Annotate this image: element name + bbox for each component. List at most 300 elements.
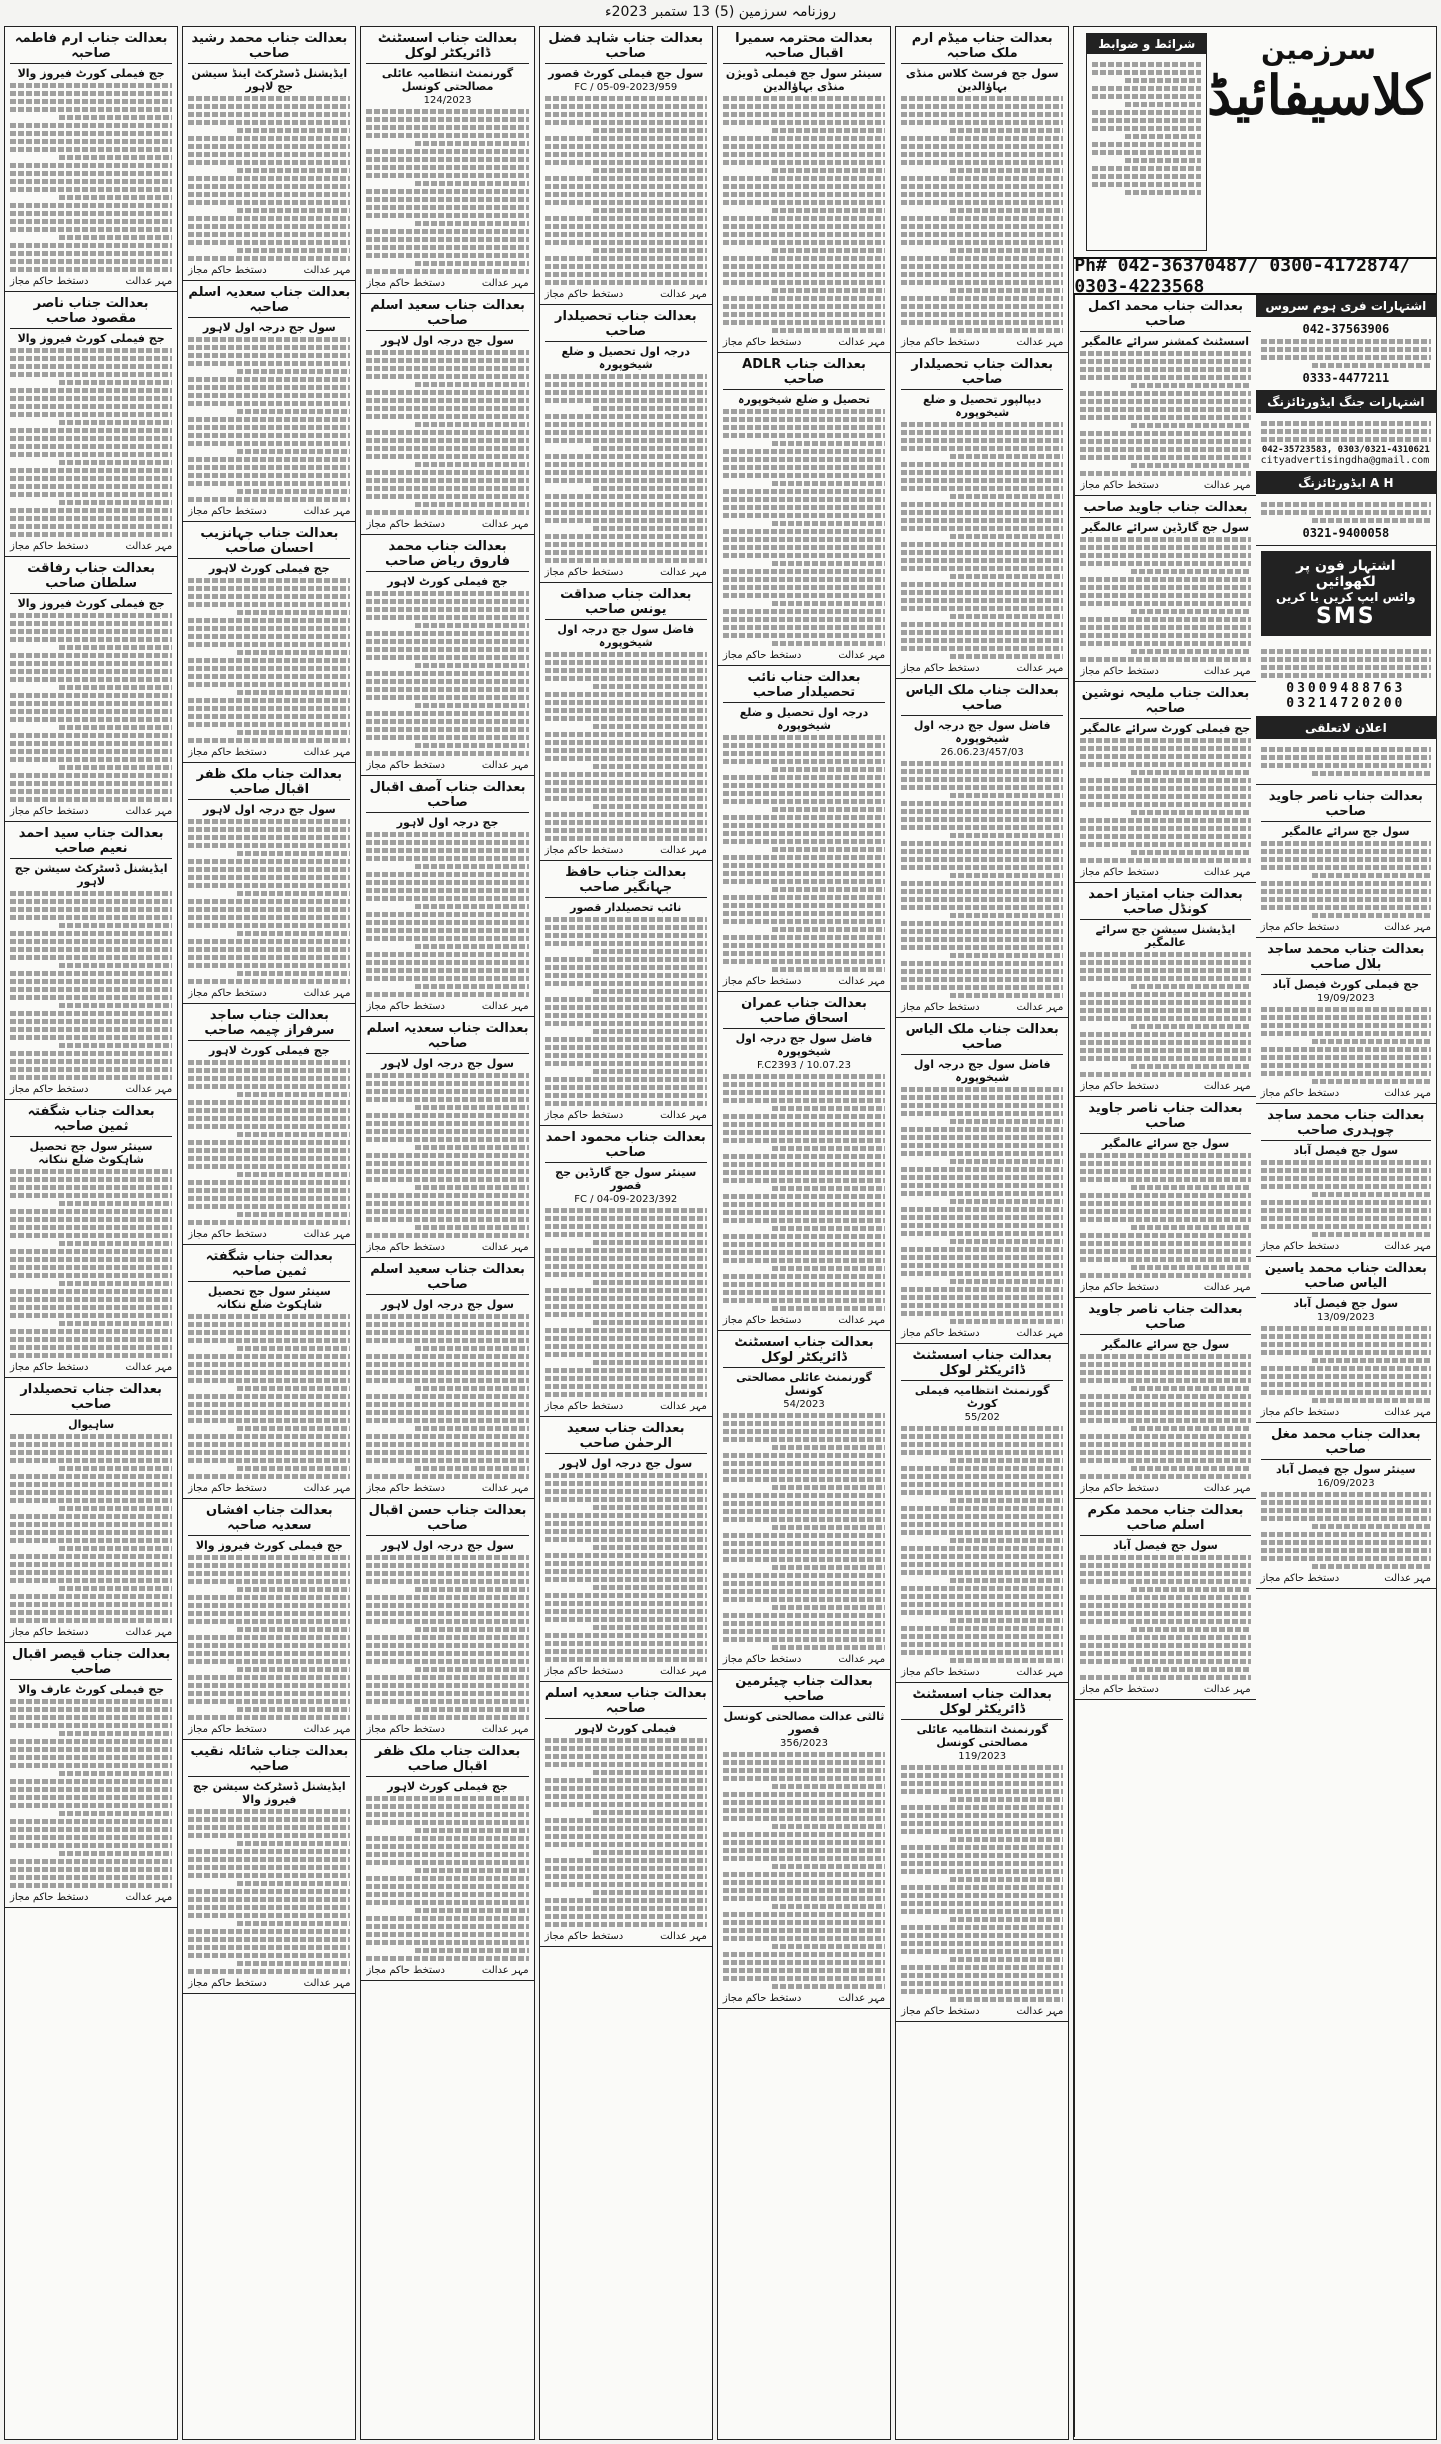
court-notice [361,1740,533,1981]
court-notice [896,1018,1068,1344]
seal-label: مہر عدالت [125,1362,173,1373]
seal-label: مہر عدالت [481,760,529,771]
seal-label: مہر عدالت [303,1724,351,1735]
phone-numbers: Ph# 042-36370487/ 0300-4172874/ 0303-4223568 [1074,259,1436,295]
notice-subtitle: جج فیملی کورٹ عارف والا [18,1683,165,1696]
notice-court: بعدالت جناب محمد اکمل صاحب [1080,299,1250,332]
signature-label: دستخط حاکم مجاز [1080,480,1159,491]
signature-label: دستخط حاکم مجاز [366,1724,445,1735]
notice-footer [723,650,885,661]
court-notice [896,353,1068,679]
signature-label: دستخط حاکم مجاز [544,1931,624,1942]
header-strip: روزنامہ سرزمین (5) 13 ستمبر 2023ء [605,4,836,20]
seal-label: مہر عدالت [1203,480,1251,491]
signature-label: دستخط حاکم مجاز [10,806,89,817]
notice-footer [1080,1282,1250,1293]
notice-footer [10,1362,172,1373]
notice-court: بعدالت جناب سعدیہ اسلم صاحبہ [545,1686,707,1719]
notice-footer [1080,867,1250,878]
court-notice [1256,938,1436,1104]
notice-court: بعدالت جناب حسن اقبال صاحب [366,1503,528,1536]
seal-label: مہر عدالت [1384,1241,1431,1252]
court-notice [361,1258,533,1499]
notice-footer [901,1328,1063,1339]
notice-court: بعدالت جناب ملک ظفر اقبال صاحب [366,1744,528,1777]
notice-court: بعدالت جناب سعید اسلم صاحب [366,298,528,331]
disclaimer-header: اعلان لاتعلقی [1256,717,1436,739]
court-notice [5,822,177,1100]
signature-label: دستخط حاکم مجاز [901,1667,980,1678]
notice-subtitle: ایڈیشنل سیشن جج سرائے عالمگیر [1095,923,1236,949]
notice-subtitle: ایڈیشنل ڈسٹرکٹ سیشن جج لاہور [14,862,168,888]
notice-court: بعدالت جناب میڈم ارم ملک صاحبہ [901,31,1063,64]
seal-label: مہر عدالت [660,567,707,578]
seal-label: مہر عدالت [125,1084,173,1095]
notice-footer [366,1483,528,1494]
notice-subtitle: سول جج سرائے عالمگیر [1101,1338,1230,1351]
court-notice [183,763,355,1004]
court-notice [718,666,890,992]
notice-subtitle: ساہیوال [68,1418,115,1431]
notice-case-number: 13/09/2023 [1317,1312,1375,1323]
agency1-header: اشتہارات فری ہوم سروس [1256,295,1436,317]
notice-footer [545,1110,707,1121]
notice-footer [723,337,885,348]
notice-subtitle: ایڈیشنل ڈسٹرکٹ سیشن جج فیروز والا [192,1780,346,1806]
court-notice [896,1683,1068,2022]
notice-footer [1261,1088,1431,1099]
signature-label: دستخط حاکم مجاز [1080,1483,1159,1494]
notice-footer [723,976,885,987]
notice-case-number: 119/2023 [958,1751,1007,1762]
notice-court: بعدالت جناب تحصیلدار صاحب [901,357,1063,390]
court-notice [718,1331,890,1670]
seal-label: مہر عدالت [481,1724,529,1735]
signature-label: دستخط حاکم مجاز [1260,1241,1340,1252]
signature-label: دستخط حاکم مجاز [722,650,802,661]
notice-court: بعدالت جناب تحصیلدار صاحب [10,1382,172,1415]
notice-footer [10,806,172,817]
notice-footer [901,663,1063,674]
seal-label: مہر عدالت [1384,1407,1431,1418]
notice-subtitle: سول جج درجہ اول لاہور [381,1539,514,1552]
notice-subtitle: گورنمنٹ انتظامیہ عائلی مصالحتی کونسل [381,67,514,93]
notice-subtitle: سول جج فیصل آباد [1293,1144,1399,1157]
signature-label: دستخط حاکم مجاز [366,1001,445,1012]
notice-footer [545,845,707,856]
signature-label: دستخط حاکم مجاز [901,1002,980,1013]
notice-court: بعدالت جناب اسسٹنٹ ڈائریکٹر لوکل [366,31,528,64]
seal-label: مہر عدالت [1384,1573,1431,1584]
seal-label: مہر عدالت [303,1229,351,1240]
agency3-header: A H ایڈورٹائزنگ [1256,472,1436,494]
sms-numbers-box [1256,641,1436,717]
court-notice [540,1682,712,1947]
court-notice [361,535,533,776]
signature-label: دستخط حاکم مجاز [188,1978,267,1989]
notice-court: بعدالت جناب صداقت یونس صاحب [545,587,707,620]
court-notice [1256,1423,1436,1589]
notice-subtitle: ایڈیشنل ڈسٹرکٹ اینڈ سیشن جج لاہور [191,67,348,93]
seal-label: مہر عدالت [125,1627,173,1638]
agency2-box [1256,413,1436,472]
notice-case-number: 54/2023 [783,1399,825,1410]
sms-number-2: 03214720200 [1286,696,1406,711]
notice-court: بعدالت جناب اسسٹنٹ ڈائریکٹر لوکل [901,1348,1063,1381]
notice-case-number: 959/FC / 05-09-2023 [574,82,678,93]
seal-label: مہر عدالت [660,1931,707,1942]
notice-footer [1080,480,1250,491]
seal-label: مہر عدالت [1016,1667,1064,1678]
brand-name: سرزمین [1261,33,1377,66]
seal-label: مہر عدالت [481,1965,529,1976]
notice-court: بعدالت جناب آصف اقبال صاحب [366,780,528,813]
notice-court: بعدالت جناب رفاقت سلطان صاحب [10,561,172,594]
notice-subtitle: گورنمنٹ عائلی مصالحتی کونسل [736,1371,872,1397]
notice-footer [10,1084,172,1095]
agency3-box [1256,494,1436,546]
court-notice [5,1100,177,1378]
notice-footer [1261,1573,1431,1584]
masthead-logo [1207,33,1430,251]
notice-footer [901,337,1063,348]
court-notice [183,1245,355,1499]
signature-label: دستخط حاکم مجاز [544,289,624,300]
notice-footer [366,278,528,289]
notice-case-number: 356/2023 [780,1738,828,1749]
signature-label: دستخط حاکم مجاز [188,506,267,517]
notice-subtitle: دیپالپور تحصیل و ضلع شیخوپورہ [923,393,1042,419]
sms-box [1261,551,1431,636]
notice-subtitle: فاضل سول جج درجہ اول شیخوپورہ [913,719,1051,745]
notice-court: بعدالت جناب ناصر جاوید صاحب [1080,1302,1250,1335]
notice-case-number: 16/09/2023 [1317,1478,1375,1489]
notices-column [539,26,713,2440]
classified-ads-column [1073,26,1437,2440]
signature-label: دستخط حاکم مجاز [188,747,267,758]
signature-label: دستخط حاکم مجاز [722,976,802,987]
seal-label: مہر عدالت [481,1242,529,1253]
notice-footer [1080,1684,1250,1695]
terms-header: شرائط و ضوابط [1087,34,1206,54]
court-notice [540,27,712,305]
agency2-email: cityadvertisingdha@gmail.com [1260,455,1430,466]
notice-subtitle: تحصیل و ضلع شیخوپورہ [737,393,871,406]
seal-label: مہر عدالت [660,845,707,856]
court-notice [183,522,355,763]
seal-label: مہر عدالت [838,1315,886,1326]
notices-column [182,26,356,2440]
notice-subtitle: سول جج درجہ اول لاہور [559,1457,693,1470]
seal-label: مہر عدالت [125,806,173,817]
notice-footer [188,506,350,517]
disclaimer-box [1256,739,1436,785]
seal-label: مہر عدالت [1016,663,1064,674]
signature-label: دستخط حاکم مجاز [722,1993,802,2004]
notice-court: بعدالت جناب تحصیلدار صاحب [545,309,707,342]
notice-footer [723,1315,885,1326]
notice-subtitle: سول جج درجہ اول لاہور [381,1057,514,1070]
signature-label: دستخط حاکم مجاز [1080,867,1159,878]
notice-court: بعدالت جناب ناصر جاوید صاحب [1080,1101,1250,1134]
court-notice [1075,1298,1255,1499]
court-notice [1075,1499,1255,1700]
signature-label: دستخط حاکم مجاز [722,1654,802,1665]
notice-court: بعدالت جناب سید احمد نعیم صاحب [10,826,172,859]
court-notice [540,1417,712,1682]
notice-subtitle: نائب تحصیلدار قصور [570,901,682,914]
court-notice [1256,1104,1436,1257]
signature-label: دستخط حاکم مجاز [544,1666,624,1677]
ads-subcolumns [1074,295,1436,2437]
notice-subtitle: سینئر سول جج فیملی ڈویژن منڈی بہاؤالدین [725,67,883,93]
signature-label: دستخط حاکم مجاز [1260,922,1340,933]
signature-label: دستخط حاکم مجاز [1080,1282,1159,1293]
notice-case-number: 124/2023 [423,95,472,106]
notice-subtitle: جج فیملی کورٹ فیروز والا [17,332,165,345]
court-notice [361,27,533,294]
notice-court: بعدالت جناب چیئرمین صاحب [723,1674,885,1707]
notice-subtitle: جج فیملی کورٹ لاہور [387,1780,508,1793]
notice-footer [545,289,707,300]
notice-court: بعدالت جناب جاوید صاحب [1080,500,1250,518]
notice-court: بعدالت جناب ساجد سرفراز چیمہ صاحب [188,1008,350,1041]
agency1-box [1256,317,1436,391]
signature-label: دستخط حاکم مجاز [10,1627,89,1638]
court-notice [361,294,533,535]
court-notice [1256,785,1436,938]
notice-case-number: 19/09/2023 [1317,993,1375,1004]
notice-court: بعدالت جناب سعدیہ اسلم صاحبہ [188,285,350,318]
notice-subtitle: درجہ اول تحصیل و ضلع شیخوپورہ [739,706,869,732]
notices-column [4,26,178,2440]
notice-court: بعدالت جناب سعید الرحمٰن صاحب [545,1421,707,1454]
court-notice [183,1004,355,1245]
signature-label: دستخط حاکم مجاز [722,337,802,348]
notice-subtitle: سول جج سرائے عالمگیر [1101,1137,1230,1150]
notice-court: بعدالت جناب جہانزیب احسان صاحب [188,526,350,559]
notice-subtitle: فاضل سول جج درجہ اول شیخوپورہ [557,623,695,649]
signature-label: دستخط حاکم مجاز [366,1965,445,1976]
notice-footer [901,1667,1063,1678]
notice-subtitle: جج فیملی کورٹ فیروز والا [17,67,165,80]
notice-court: بعدالت جناب محمد فاروق ریاض صاحب [366,539,528,572]
notice-footer [1080,1483,1250,1494]
seal-label: مہر عدالت [481,519,529,530]
seal-label: مہر عدالت [1203,1081,1251,1092]
notice-court: بعدالت جناب عمران اسحاق صاحب [723,996,885,1029]
court-notice [718,27,890,353]
notice-subtitle: سول جج گارڈین سرائے عالمگیر [1081,521,1250,534]
signature-label: دستخط حاکم مجاز [544,1110,624,1121]
signature-label: دستخط حاکم مجاز [366,760,445,771]
notice-subtitle: فیملی کورٹ لاہور [575,1722,677,1735]
ads-notices-subcolumn [1074,295,1255,2437]
seal-label: مہر عدالت [1384,922,1431,933]
notice-subtitle: اسسٹنٹ کمشنر سرائے عالمگیر [1081,335,1250,348]
notice-subtitle: جج درجہ اول لاہور [396,816,499,829]
notice-court: بعدالت جناب شگفتہ ثمین صاحبہ [188,1249,350,1282]
signature-label: دستخط حاکم مجاز [1080,1081,1159,1092]
court-notice [540,583,712,861]
notice-subtitle: جج فیملی کورٹ لاہور [387,575,508,588]
seal-label: مہر عدالت [1203,1282,1251,1293]
notice-footer [545,1931,707,1942]
seal-label: مہر عدالت [1016,2006,1064,2017]
seal-label: مہر عدالت [303,506,351,517]
notice-court: بعدالت جناب ADLR صاحب [723,357,885,390]
seal-label: مہر عدالت [1016,337,1064,348]
notice-subtitle: ثالثی عدالت مصالحتی کونسل قصور [723,1710,885,1736]
notice-footer [545,1401,707,1412]
notice-court: بعدالت جناب محمد ساجد بلال صاحب [1261,942,1431,975]
notice-footer [188,1724,350,1735]
court-notice [183,281,355,522]
sms-number-1: 03009488763 [1286,681,1406,696]
signature-label: دستخط حاکم مجاز [722,1315,802,1326]
notice-subtitle: سول جج درجہ اول لاہور [202,803,336,816]
court-notice [896,679,1068,1018]
notice-court: بعدالت جناب محمد مکرم اسلم صاحب [1080,1503,1250,1536]
notice-court: بعدالت جناب محمود احمد صاحب [545,1130,707,1163]
notice-court: بعدالت جناب ناصر جاوید صاحب [1261,789,1431,822]
signature-label: دستخط حاکم مجاز [1080,1684,1159,1695]
notice-case-number: F.C2393 / 10.07.23 [756,1060,851,1071]
court-notice [5,557,177,822]
seal-label: مہر عدالت [838,337,886,348]
seal-label: مہر عدالت [660,1401,707,1412]
notice-court: بعدالت جناب حافظ جہانگیر صاحب [545,865,707,898]
agency1-phone: 042-37563906 [1302,322,1390,336]
seal-label: مہر عدالت [481,1483,529,1494]
notice-subtitle: فاضل سول جج درجہ اول شیخوپورہ [735,1032,873,1058]
notice-court: بعدالت جناب قیصر اقبال صاحب [10,1647,172,1680]
seal-label: مہر عدالت [1384,1088,1431,1099]
seal-label: مہر عدالت [1203,1684,1251,1695]
seal-label: مہر عدالت [838,1993,886,2004]
signature-label: دستخط حاکم مجاز [366,1483,445,1494]
seal-label: مہر عدالت [303,1978,351,1989]
court-notice [361,1017,533,1258]
notice-footer [10,541,172,552]
court-notice [1075,682,1255,883]
seal-label: مہر عدالت [481,1001,529,1012]
notice-subtitle: سول جج فیملی کورٹ قصور [548,67,704,80]
agency1-phone2: 0333-4477211 [1302,371,1390,385]
court-notice [5,1378,177,1643]
notice-footer [366,760,528,771]
court-notice [361,1499,533,1740]
notice-case-number: 26.06.23/457/03 [940,747,1024,758]
notice-footer [1261,922,1431,933]
seal-label: مہر عدالت [660,289,707,300]
notice-court: بعدالت جناب ملک الیاس صاحب [901,683,1063,716]
notice-court: بعدالت جناب سعدیہ اسلم صاحبہ [366,1021,528,1054]
notice-subtitle: سینئر سول جج تحصیل شاہکوٹ ضلع ننکانہ [29,1140,153,1166]
court-notice [1075,295,1255,496]
notice-court: بعدالت جناب شاہد فضل صاحب [545,31,707,64]
notice-footer [366,519,528,530]
seal-label: مہر عدالت [1016,1002,1064,1013]
court-notice [1075,496,1255,682]
signature-label: دستخط حاکم مجاز [901,337,980,348]
seal-label: مہر عدالت [1203,1483,1251,1494]
notice-footer [901,2006,1063,2017]
signature-label: دستخط حاکم مجاز [901,1328,980,1339]
court-notice [5,1643,177,1908]
notice-court: بعدالت جناب امتیاز احمد کونڈل صاحب [1080,887,1250,920]
signature-label: دستخط حاکم مجاز [188,1229,267,1240]
notice-footer [901,1002,1063,1013]
seal-label: مہر عدالت [660,1110,707,1121]
court-notice [5,27,177,292]
notice-court: بعدالت جناب اسسٹنٹ ڈائریکٹر لوکل [901,1687,1063,1720]
notice-subtitle: سول جج درجہ اول لاہور [381,1298,514,1311]
notice-court: بعدالت جناب شائلہ نقیب صاحبہ [188,1744,350,1777]
signature-label: دستخط حاکم مجاز [366,1242,445,1253]
signature-label: دستخط حاکم مجاز [10,541,89,552]
notice-footer [366,1965,528,1976]
signature-label: دستخط حاکم مجاز [10,1362,89,1373]
signature-label: دستخط حاکم مجاز [10,276,89,287]
notice-court: بعدالت جناب اسسٹنٹ ڈائریکٹر لوکل [723,1335,885,1368]
court-notice [540,305,712,583]
agency2-header: اشتہارات جنگ ایڈورٹائزنگ [1256,391,1436,413]
court-notice [361,776,533,1017]
notice-court: بعدالت جناب ملیحہ نوشین صاحبہ [1080,686,1250,719]
signature-label: دستخط حاکم مجاز [1080,666,1159,677]
signature-label: دستخط حاکم مجاز [1260,1407,1340,1418]
notice-footer [10,1627,172,1638]
sms-sub: واٹس ایپ کریں یا کریں [1276,590,1416,604]
notices-column [360,26,534,2440]
notice-footer [366,1242,528,1253]
notice-footer [545,1666,707,1677]
notice-footer [545,567,707,578]
court-notice [183,27,355,281]
seal-label: مہر عدالت [125,276,173,287]
notice-footer [188,265,350,276]
court-notice [1075,1097,1255,1298]
notice-subtitle: جج فیملی کورٹ فیروز والا [195,1539,343,1552]
notice-subtitle: سول جج فیصل آباد [1293,1297,1399,1310]
notice-court: بعدالت جناب افشاں سعدیہ صاحبہ [188,1503,350,1536]
notice-court: بعدالت جناب ارم فاطمہ صاحبہ [10,31,172,64]
court-notice [540,1126,712,1417]
notice-subtitle: سول جج فرسٹ کلاس منڈی بہاؤالدین [905,67,1059,93]
seal-label: مہر عدالت [303,265,351,276]
seal-label: مہر عدالت [303,1483,351,1494]
notice-footer [1261,1241,1431,1252]
seal-label: مہر عدالت [838,976,886,987]
signature-label: دستخط حاکم مجاز [188,1483,267,1494]
seal-label: مہر عدالت [303,988,351,999]
notice-court: بعدالت محترمہ سمیرا اقبال صاحبہ [723,31,885,64]
signature-label: دستخط حاکم مجاز [188,1724,267,1735]
notice-court: بعدالت جناب محمد ساجد چوہدری صاحب [1261,1108,1431,1141]
notice-subtitle: سول جج درجہ اول لاہور [202,321,336,334]
notice-footer [1080,1081,1250,1092]
notice-case-number: 392/FC / 04-09-2023 [574,1194,678,1205]
court-notice [183,1499,355,1740]
signature-label: دستخط حاکم مجاز [901,2006,980,2017]
notice-subtitle: جج فیملی کورٹ سرائے عالمگیر [1080,722,1251,735]
notice-court: بعدالت جناب ملک الیاس صاحب [901,1022,1063,1055]
notices-column [895,26,1069,2440]
seal-label: مہر عدالت [660,1666,707,1677]
seal-label: مہر عدالت [838,650,886,661]
notice-subtitle: سول جج فیصل آباد [1113,1539,1218,1552]
